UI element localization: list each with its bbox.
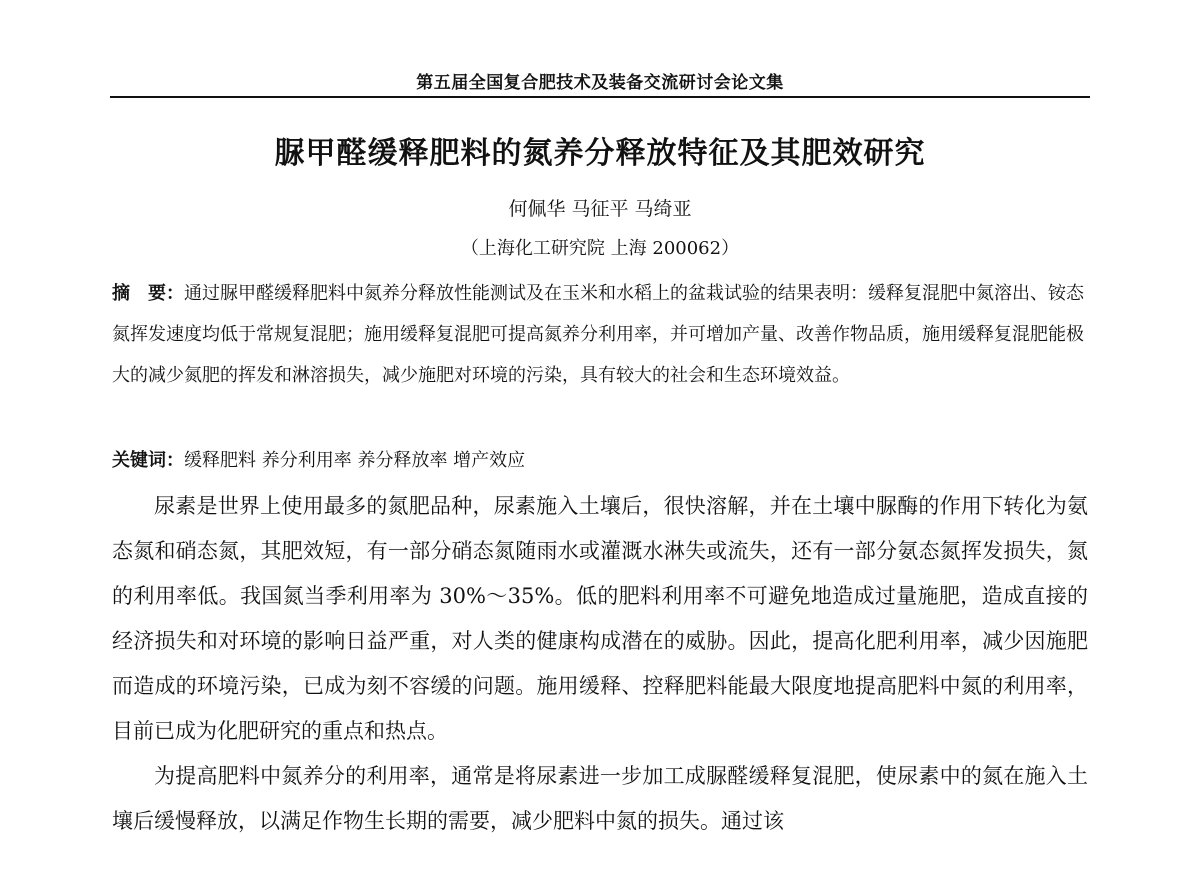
keywords [112,440,1088,481]
paper-title: 脲甲醛缓释肥料的氮养分释放特征及其肥效研究 [274,136,926,171]
header-rule [110,96,1090,98]
affiliation: （上海化工研究院 上海 200062） [460,238,740,259]
running-header: 第五届全国复合肥技术及装备交流研讨会论文集 [416,73,784,93]
abstract [112,273,1088,396]
abstract-label: 摘 要： [112,283,184,304]
authors: 何佩华 马征平 马绮亚 [508,198,692,220]
abstract-text: 通过脲甲醛缓释肥料中氮养分释放性能测试及在玉米和水稻上的盆栽试验的结果表明：缓释复混肥中氮溶出、铵态氮挥发速度均低于常规复混肥；施用缓释复混肥可提高氮养分利用率，并可增加产量、改善作物品质，施用缓释复混肥能极大的减少氮肥的挥发和淋溶损失，减少施肥对环境的污染，具有较大的社会和生态环境效益。 [112,283,1084,386]
body-paragraph-1: 尿素是世界上使用最多的氮肥品种，尿素施入土壤后，很快溶解，并在土壤中脲酶的作用下转化为氨态氮和硝态氮，其肥效短，有一部分硝态氮随雨水或灌溉水淋失或流失，还有一部分氨态氮挥发损失，氮的利用率低。我国氮当季利用率为 30%～35%。低的肥料利用率不可避免地造成过量施肥，造成直接的经济损失和对环境的影响日益严重，对人类的健康构成潜在的威胁。因此，提高化肥利用率，减少因施肥而造成的环境污染，已成为刻不容缓的问题。施用缓释、控释肥料能最大限度地提高肥料中氮的利用率，目前已成为化肥研究的重点和热点。 [112,494,1088,743]
body-text [112,484,1088,844]
body-paragraph-2: 为提高肥料中氮养分的利用率，通常是将尿素进一步加工成脲醛缓释复混肥，使尿素中的氮在施入土壤后缓慢释放，以满足作物生长期的需要，减少肥料中氮的损失。通过该 [112,764,1088,833]
keywords-text: 缓释肥料 养分利用率 养分释放率 增产效应 [184,450,526,471]
keywords-label: 关键词： [112,450,184,471]
